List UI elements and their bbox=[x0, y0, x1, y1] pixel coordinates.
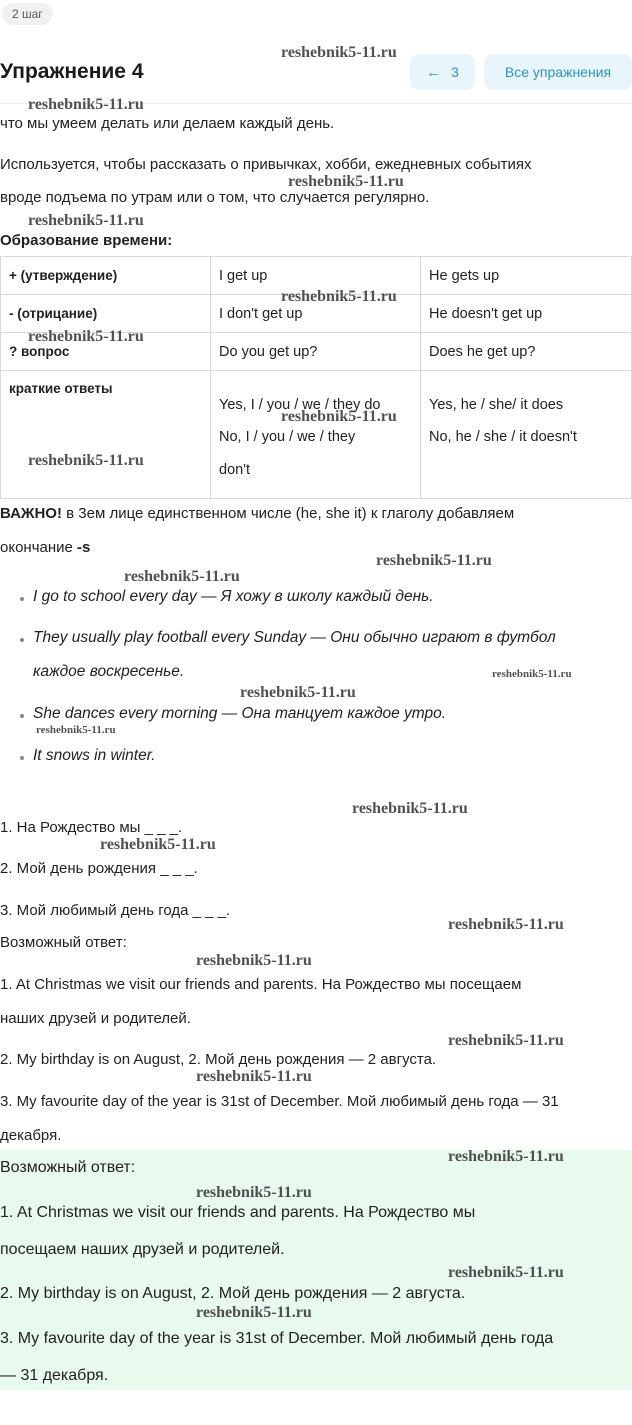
important-note bbox=[0, 505, 514, 522]
bullet-icon bbox=[20, 638, 24, 642]
green-answer-1: 1. At Christmas we visit our friends and parents. На Рождество мы bbox=[0, 1204, 476, 1221]
table-cell-label: ? вопрос bbox=[1, 333, 211, 371]
green-answer-label: Возможный ответ: bbox=[0, 1159, 136, 1176]
table-cell: He gets up bbox=[421, 257, 632, 295]
bullet-icon bbox=[20, 756, 24, 760]
watermark: reshebnik5-11.ru bbox=[448, 916, 564, 933]
watermark: reshebnik5-11.ru bbox=[376, 552, 492, 569]
table-cell-label: - (отрицание) bbox=[1, 295, 211, 333]
watermark: reshebnik5-11.ru bbox=[28, 328, 144, 345]
intro-line-2: Используется, чтобы рассказать о привычках, хобби, ежедневных событиях bbox=[0, 156, 532, 173]
task-1: 1. На Рождество мы _ _ _. bbox=[0, 819, 183, 836]
watermark: reshebnik5-11.ru bbox=[288, 173, 404, 190]
watermark: reshebnik5-11.ru bbox=[196, 952, 312, 969]
important-label: ВАЖНО! bbox=[0, 505, 62, 522]
watermark: reshebnik5-11.ru bbox=[281, 408, 397, 425]
watermark: reshebnik5-11.ru bbox=[196, 1184, 312, 1201]
green-answer-1-cont: посещаем наших друзей и родителей. bbox=[0, 1241, 285, 1258]
answer-1-cont: наших друзей и родителей. bbox=[0, 1010, 191, 1027]
short-answer-no: No, I / you / we / they bbox=[219, 429, 356, 445]
answer-1: 1. At Christmas we visit our friends and parents. На Рождество мы посещаем bbox=[0, 976, 522, 993]
task-3: 3. Мой любимый день года _ _ _. bbox=[0, 902, 231, 919]
watermark: reshebnik5-11.ru bbox=[28, 96, 144, 113]
watermark: reshebnik5-11.ru bbox=[492, 668, 572, 680]
watermark: reshebnik5-11.ru bbox=[448, 1032, 564, 1049]
table-cell-label: + (утверждение) bbox=[1, 257, 211, 295]
watermark: reshebnik5-11.ru bbox=[352, 800, 468, 817]
green-answer-3: 3. My favourite day of the year is 31st of December. Мой любимый день года bbox=[0, 1330, 554, 1347]
watermark: reshebnik5-11.ru bbox=[448, 1264, 564, 1281]
task-2: 2. Мой день рождения _ _ _. bbox=[0, 860, 198, 877]
prev-exercise-label: 3 bbox=[451, 64, 459, 80]
answer-3-cont: декабря. bbox=[0, 1127, 62, 1144]
green-answer-3-cont: — 31 декабря. bbox=[0, 1367, 109, 1384]
intro-line-1: что мы умеем делать или делаем каждый день. bbox=[0, 115, 335, 132]
example-item: She dances every morning — Она танцует каждое утро. bbox=[33, 705, 447, 722]
table-cell: Do you get up? bbox=[211, 333, 421, 371]
watermark: reshebnik5-11.ru bbox=[100, 836, 216, 853]
important-suffix: -s bbox=[77, 539, 91, 556]
table-cell bbox=[211, 371, 421, 499]
watermark: reshebnik5-11.ru bbox=[196, 1068, 312, 1085]
watermark: reshebnik5-11.ru bbox=[281, 44, 397, 61]
short-answer-yes-3rd: Yes, he / she/ it does bbox=[429, 397, 564, 413]
table-cell-label: краткие ответы bbox=[1, 371, 211, 499]
short-answer-no-3rd: No, he / she / it doesn't bbox=[429, 429, 577, 445]
important-note-line-2 bbox=[0, 539, 90, 556]
watermark: reshebnik5-11.ru bbox=[36, 724, 116, 736]
watermark: reshebnik5-11.ru bbox=[196, 1304, 312, 1321]
table-cell bbox=[421, 371, 632, 499]
watermark: reshebnik5-11.ru bbox=[28, 212, 144, 229]
page-title: Упражнение 4 bbox=[0, 60, 144, 83]
answer-label: Возможный ответ: bbox=[0, 934, 127, 951]
short-answer-no-cont: don't bbox=[219, 462, 250, 478]
important-text-2: окончание bbox=[0, 539, 78, 556]
important-text: в 3ем лице единственном числе (he, she it) к глаголу добавляем bbox=[61, 505, 515, 522]
example-item-cont: каждое воскресенье. bbox=[33, 663, 185, 680]
table-cell: Does he get up? bbox=[421, 333, 632, 371]
watermark: reshebnik5-11.ru bbox=[124, 568, 240, 585]
table-cell: I get up bbox=[211, 257, 421, 295]
arrow-left-icon: ← bbox=[426, 64, 442, 81]
watermark: reshebnik5-11.ru bbox=[240, 684, 356, 701]
example-item: It snows in winter. bbox=[33, 747, 156, 764]
watermark: reshebnik5-11.ru bbox=[281, 288, 397, 305]
bullet-icon bbox=[20, 714, 24, 718]
formation-title: Образование времени: bbox=[0, 232, 173, 249]
example-item: I go to school every day — Я хожу в школу каждый день. bbox=[33, 588, 434, 605]
answer-3: 3. My favourite day of the year is 31st of December. Мой любимый день года — 31 bbox=[0, 1093, 559, 1110]
step-badge: 2 шаг bbox=[2, 3, 53, 25]
table-row bbox=[1, 371, 632, 499]
watermark: reshebnik5-11.ru bbox=[448, 1148, 564, 1165]
short-answer-yes: Yes, I / you / we / they do bbox=[219, 397, 381, 413]
bullet-icon bbox=[20, 597, 24, 601]
prev-exercise-button[interactable] bbox=[410, 54, 475, 90]
table-cell: He doesn't get up bbox=[421, 295, 632, 333]
green-answer-2: 2. My birthday is on August, 2. Мой день рождения — 2 августа. bbox=[0, 1285, 466, 1302]
answer-2: 2. My birthday is on August, 2. Мой день рождения — 2 августа. bbox=[0, 1051, 437, 1068]
intro-line-3: вроде подъема по утрам или о том, что случается регулярно. bbox=[0, 189, 430, 206]
table-cell: I don't get up bbox=[211, 295, 421, 333]
all-exercises-button[interactable]: Все упражнения bbox=[484, 54, 632, 90]
watermark: reshebnik5-11.ru bbox=[28, 452, 144, 469]
example-item: They usually play football every Sunday — Они обычно играют в футбол bbox=[33, 629, 556, 646]
